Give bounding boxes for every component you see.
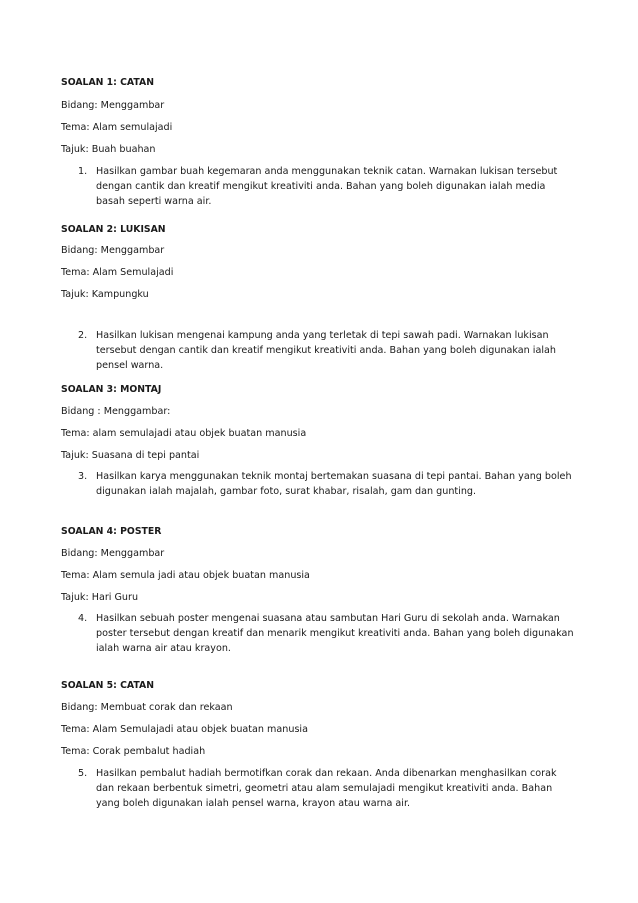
- question-5-instruction: Hasilkan pembalut hadiah bermotifkan corak dan rekaan. Anda dibenarkan menghasilkan corak dan rekaan berbentuk simetri, geometri atau alam semulajadi mengikut kreativiti anda. Bahan yang boleh digunakan ialah pensel warna, krayon atau warna air.: [96, 768, 557, 809]
- question-4-field: Bidang: Menggambar: [61, 548, 165, 559]
- question-3-heading: SOALAN 3: MONTAJ: [61, 384, 162, 395]
- question-2-number: 2.: [78, 330, 88, 341]
- question-5-field: Bidang: Membuat corak dan rekaan: [61, 702, 233, 713]
- question-2-instruction: Hasilkan lukisan mengenai kampung anda yang terletak di tepi sawah padi. Warnakan lukisan tersebut dengan cantik dan kreatif mengikut kreativiti anda. Bahan yang boleh digunakan ialah pensel warna.: [96, 330, 556, 371]
- question-2-heading: SOALAN 2: LUKISAN: [61, 224, 166, 235]
- question-4-number: 4.: [78, 613, 88, 624]
- question-5-number: 5.: [78, 768, 88, 779]
- question-1-number: 1.: [78, 166, 88, 177]
- question-2-field: Bidang: Menggambar: [61, 245, 165, 256]
- question-1-title: Tajuk: Buah buahan: [61, 144, 156, 155]
- question-4-heading: SOALAN 4: POSTER: [61, 526, 162, 537]
- question-1-field: Bidang: Menggambar: [61, 100, 165, 111]
- question-2-title: Tajuk: Kampungku: [61, 289, 149, 300]
- question-1-heading: SOALAN 1: CATAN: [61, 77, 154, 88]
- question-4-theme: Tema: Alam semula jadi atau objek buatan manusia: [61, 570, 310, 581]
- question-4-instruction: Hasilkan sebuah poster mengenai suasana atau sambutan Hari Guru di sekolah anda. Warnakan poster tersebut dengan kreatif dan menarik mengikut kreativiti anda. Bahan yang boleh digunakan ialah warna air atau krayon.: [96, 613, 574, 654]
- question-4-title: Tajuk: Hari Guru: [61, 592, 139, 603]
- question-3-instruction: Hasilkan karya menggunakan teknik montaj bertemakan suasana di tepi pantai. Bahan yang boleh digunakan ialah majalah, gambar foto, surat khabar, risalah, gam dan gunting.: [96, 471, 572, 497]
- question-3-field: Bidang : Menggambar:: [61, 406, 171, 417]
- question-5-title: Tema: Corak pembalut hadiah: [61, 746, 206, 757]
- question-5-heading: SOALAN 5: CATAN: [61, 680, 154, 691]
- question-3-number: 3.: [78, 471, 88, 482]
- question-3-theme: Tema: alam semulajadi atau objek buatan manusia: [61, 428, 307, 439]
- question-5-theme: Tema: Alam Semulajadi atau objek buatan manusia: [61, 724, 308, 735]
- question-2-theme: Tema: Alam Semulajadi: [61, 267, 174, 278]
- question-3-title: Tajuk: Suasana di tepi pantai: [61, 450, 200, 461]
- question-1-theme: Tema: Alam semulajadi: [61, 122, 173, 133]
- question-1-instruction: Hasilkan gambar buah kegemaran anda menggunakan teknik catan. Warnakan lukisan tersebut dengan cantik dan kreatif mengikut kreativiti anda. Bahan yang boleh digunakan ialah media basah seperti warna air.: [96, 166, 558, 207]
